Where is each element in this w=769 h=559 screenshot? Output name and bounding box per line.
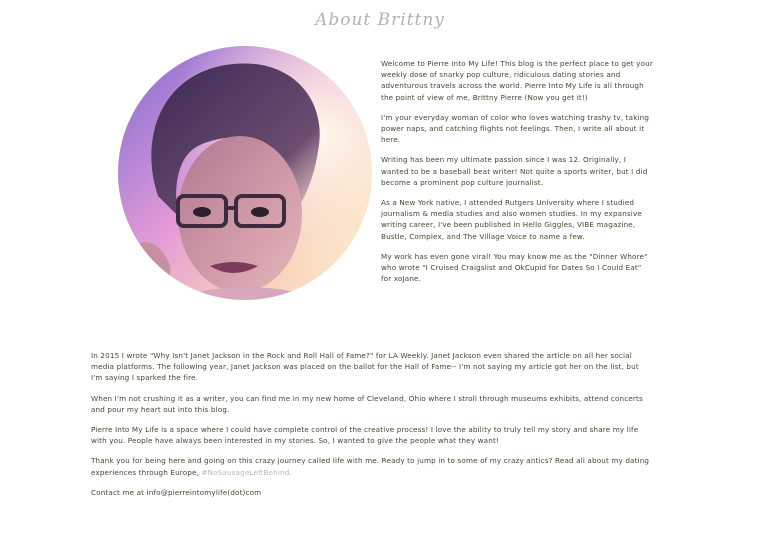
intro-paragraph-passion: Writing has been my ultimate passion since I was 12. Originally, I wanted to be a baseball beat writer! Not quite a sports writer, but I did become a prominent pop culture journalist. [381,155,648,187]
page-title: About Brittny [315,10,445,30]
contact-line: Contact me at info@pierreintomylife(dot)com [91,487,262,497]
intro-paragraph-welcome: Welcome to Pierre Into My Life! This blog is the perfect place to get your weekly dose of snarky pop culture, ridiculous dating stories and adventurous travels across the world. Pierre Into My Life is all through the point of view of me, Brittny Pierre (Now you get it!) [381,59,653,102]
thanks-text: Thank you for being here and going on this crazy journey called life with me. Ready to jump in to some of my crazy antics? Read all about my dating experiences through Europe, [91,456,650,477]
intro-paragraph-viral: My work has even gone viral! You may know me as the "Dinner Whore" who wrote "I Cruised Craigslist and OkCupid for Dates So I Could Eat" for xoJane. [381,251,648,284]
portrait-photo-icon [118,46,372,300]
body-column [91,350,651,507]
body-paragraph-janet: In 2015 I wrote "Why Isn't Janet Jackson in the Rock and Roll Hall of Fame?" for LA Weekly. Janet Jackson even shared the article on all her social media platforms. The following year, Janet Jackson was placed on the ballot for the Hall of Fame-- I'm not saying my article got her on the list, but I'm saying I sparked the fire. [91,351,639,383]
body-paragraph-cleveland: When I'm not crushing it as a writer, you can find me in my new home of Cleveland, Ohio where I stroll through museums exhibits, attend concerts and pour my heart out into this blog. [91,393,643,414]
intro-paragraph-everyday: I'm your everyday woman of color who loves watching trashy tv, taking power naps, and catching flights not feelings. Then, I write all about it here. [381,112,650,145]
intro-paragraph-education: As a New York native, I attended Rutgers University where I studied journalism & media studies and also women studies. In my expansive writing career, I've been published in Hello Giggles, VIBE magazine, Bustle, Complex, and The Village Voice to name a few. [381,198,642,241]
portrait-photo [118,46,372,300]
body-paragraph-space: Pierre Into My Life is a space where I could have complete control of the creative process! I love the ability to truly tell my story and share my life with you. People have always been interested in my stories. So, I wanted to give the people what they want! [91,425,639,446]
body-paragraph-thanks [91,455,651,477]
hashtag-link[interactable]: #NoSausageLeftBehind. [201,467,292,477]
intro-column [381,58,653,293]
